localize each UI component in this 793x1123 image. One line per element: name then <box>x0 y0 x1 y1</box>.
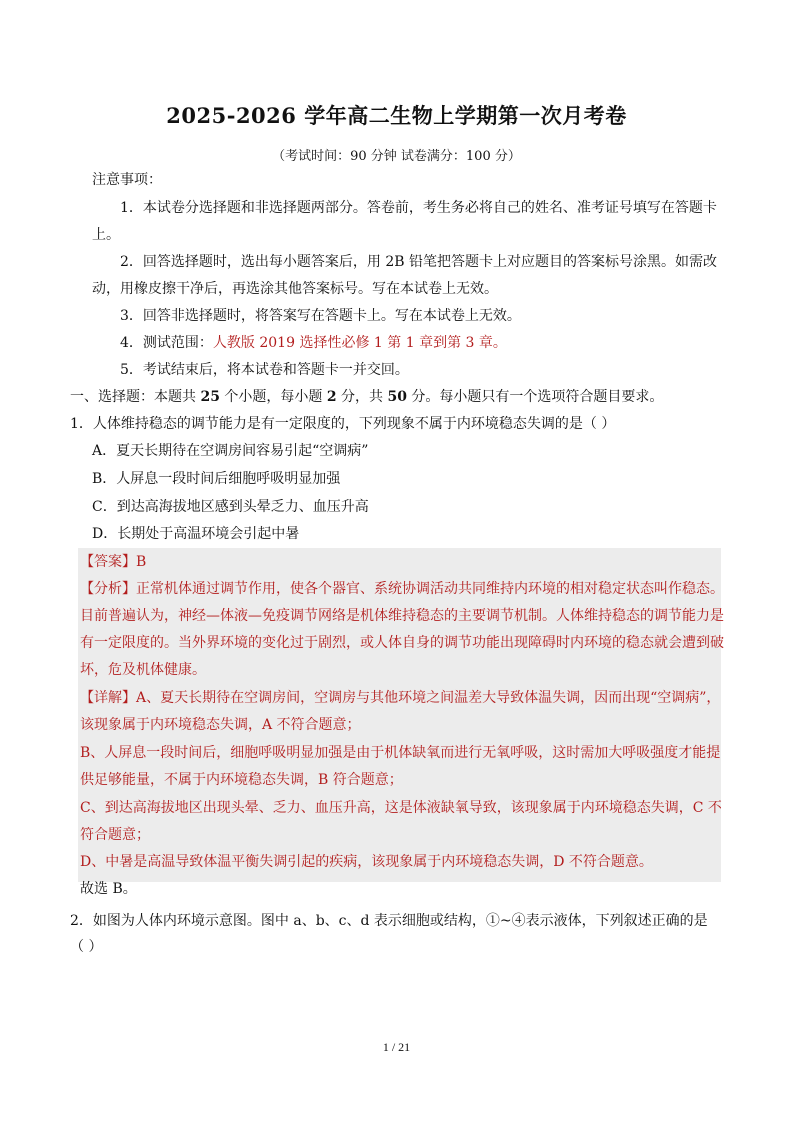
analysis-text: 正常机体通过调节作用，使各个器官、系统协调活动共同维持内环境的相对稳定状态叫作稳态。 <box>136 581 724 597</box>
points-each: 2 <box>326 389 337 405</box>
answer-label: 【答案】 <box>80 554 136 570</box>
notice-item-5: 5．考试结束后，将本试卷和答题卡一并交回。 <box>120 362 409 378</box>
page-number: 1 / 21 <box>382 1040 411 1054</box>
answer-line <box>80 552 146 572</box>
detail-line-7: D、中暑是高温导致体温平衡失调引起的疾病，该现象属于内环境稳态失调，D 不符合题意。 <box>80 854 653 870</box>
exam-info: （考试时间：90 分钟 试卷满分：100 分） <box>272 149 521 164</box>
answer-value: B <box>136 554 147 570</box>
points-total: 50 <box>387 389 407 405</box>
test-scope: 人教版 2019 选择性必修 1 第 1 章到第 3 章。 <box>212 335 507 351</box>
question-1-option-a: A．夏天长期待在空调房间容易引起“空调病” <box>92 443 369 459</box>
question-1-stem: 1．人体维持稳态的调节能力是有一定限度的，下列现象不属于内环境稳态失调的是（ ） <box>70 416 616 432</box>
notice-item-2-cont: 动，用橡皮擦干净后，再选涂其他答案标号。写在本试卷上无效。 <box>92 281 498 297</box>
conclusion: 故选 B。 <box>80 881 137 897</box>
notice-item-1: 1．本试卷分选择题和非选择题两部分。答卷前，考生务必将自己的姓名、准考证号填写在答题卡 <box>120 200 717 216</box>
section-heading-part: 个小题，每小题 <box>219 389 327 405</box>
section-heading <box>70 387 663 407</box>
page-title: 2025-2026 学年高二生物上学期第一次月考卷 <box>166 103 627 128</box>
analysis-label: 【分析】 <box>80 581 136 597</box>
notice-item-2: 2．回答选择题时，选出每小题答案后，用 2B 铅笔把答题卡上对应题目的答案标号涂黑。如需改 <box>120 254 718 270</box>
detail-text: A、夏天长期待在空调房间，空调房与其他环境之间温差大导致体温失调，因而出现“空调病”， <box>136 690 721 706</box>
question-1-option-b: B．人屏息一段时间后细胞呼吸明显加强 <box>92 471 341 487</box>
detail-line-1 <box>80 688 720 708</box>
notice-item-1-cont: 上。 <box>92 227 120 243</box>
section-heading-part: 分。每小题只有一个选项符合题目要求。 <box>406 389 664 405</box>
analysis-line-3: 有一定限度的。当外界环境的变化过于剧烈，或人体自身的调节功能出现障碍时内环境的稳态就会遭到破 <box>80 635 724 651</box>
question-1-option-d: D．长期处于高温环境会引起中暑 <box>92 526 300 542</box>
detail-line-3: B、人屏息一段时间后，细胞呼吸明显加强是由于机体缺氧而进行无氧呼吸，这时需加大呼吸强度才能提 <box>80 745 721 761</box>
notice-item-4 <box>120 333 507 353</box>
analysis-line-2: 目前普遍认为，神经—体液—免疫调节网络是机体维持稳态的主要调节机制。人体维持稳态的调节能力是 <box>80 608 724 624</box>
detail-label: 【详解】 <box>80 690 136 706</box>
question-2-stem: 2．如图为人体内环境示意图。图中 a、b、c、d 表示细胞或结构，①~④表示液体，下列叙述正确的是 <box>70 913 708 929</box>
section-heading-part: 一、选择题：本题共 <box>70 389 201 405</box>
analysis-line-1 <box>80 579 724 599</box>
question-count: 25 <box>200 389 220 405</box>
notice-item-4-prefix: 4．测试范围： <box>120 335 213 351</box>
detail-line-4: 供足够能量，不属于内环境稳态失调，B 符合题意； <box>80 772 403 788</box>
section-heading-part: 分，共 <box>336 389 388 405</box>
detail-line-6: 符合题意； <box>80 827 150 843</box>
notice-heading: 注意事项： <box>92 172 162 188</box>
notice-item-3: 3．回答非选择题时，将答案写在答题卡上。写在本试卷上无效。 <box>120 308 521 324</box>
analysis-line-4: 坏，危及机体健康。 <box>80 662 206 678</box>
detail-line-2: 该现象属于内环境稳态失调，A 不符合题意； <box>80 717 361 733</box>
question-2-bracket: （ ） <box>70 939 103 955</box>
question-1-option-c: C．到达高海拔地区感到头晕乏力、血压升高 <box>92 499 369 515</box>
detail-line-5: C、到达高海拔地区出现头晕、乏力、血压升高，这是体液缺氧导致，该现象属于内环境稳态失调，C 不 <box>80 800 722 816</box>
